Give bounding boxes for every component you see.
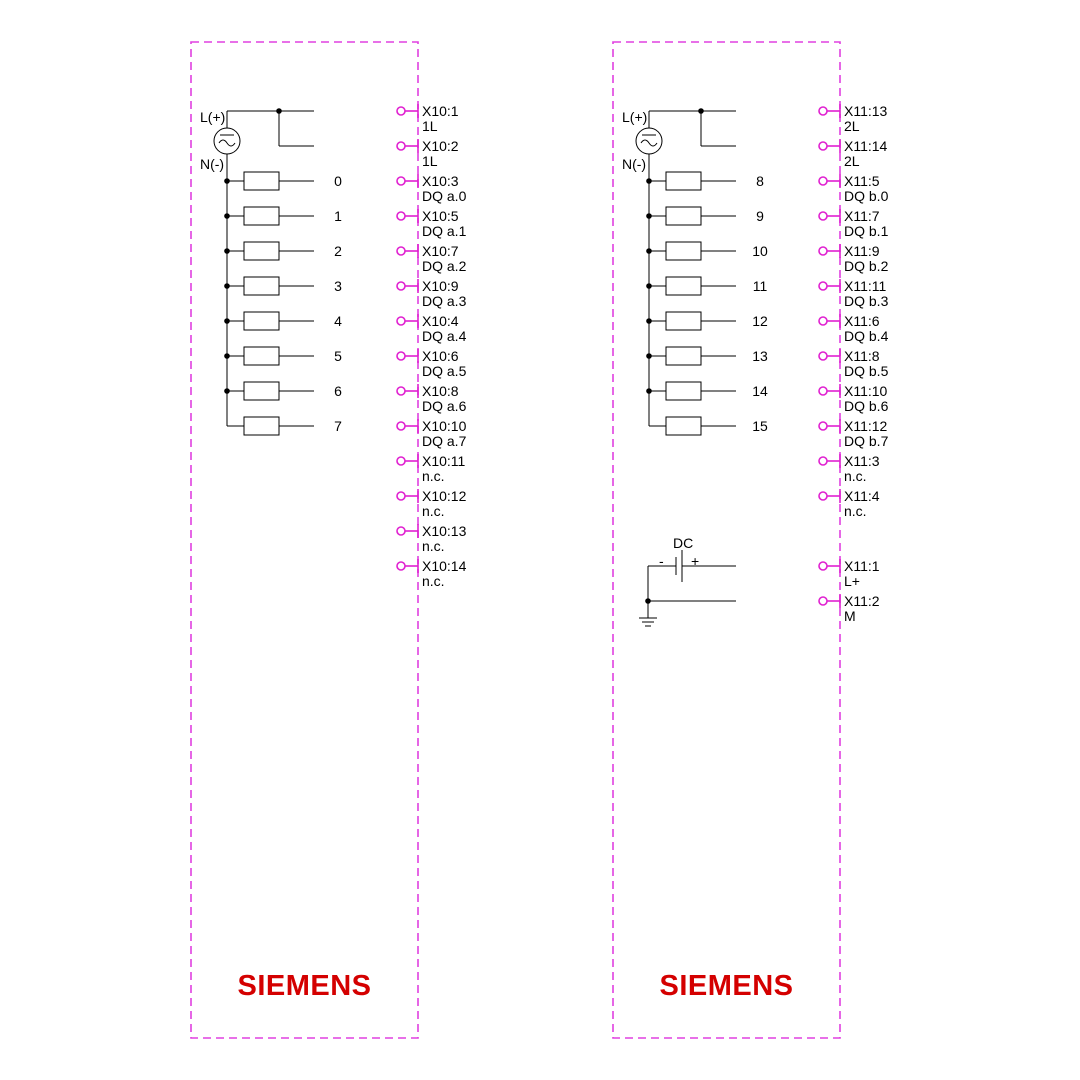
terminal-id: X11:13 — [844, 103, 888, 119]
terminal-id: X10:10 — [422, 418, 467, 434]
terminal-id: X11:12 — [844, 418, 888, 434]
terminal-signal: n.c. — [844, 503, 867, 519]
channel-number: 6 — [334, 383, 342, 399]
terminal-signal: DQ a.3 — [422, 293, 467, 309]
output-channel — [224, 207, 342, 225]
terminal-signal: DQ a.5 — [422, 363, 467, 379]
terminal-connector — [819, 387, 827, 395]
terminal — [397, 523, 467, 554]
terminal-id: X10:8 — [422, 383, 459, 399]
terminal-connector — [819, 422, 827, 430]
channel-number: 11 — [752, 278, 768, 294]
terminal-signal: DQ a.0 — [422, 188, 467, 204]
terminal-connector — [397, 352, 405, 360]
channel-number: 12 — [752, 313, 768, 329]
terminal-id: X10:11 — [422, 453, 466, 469]
terminal-signal: DQ a.4 — [422, 328, 467, 344]
ac-source-icon — [214, 128, 240, 154]
terminal-connector — [397, 317, 405, 325]
terminal-connector — [397, 282, 405, 290]
output-channel — [646, 312, 768, 330]
terminal-id: X10:1 — [422, 103, 459, 119]
terminal-connector — [397, 492, 405, 500]
output-channel — [646, 382, 768, 400]
terminal-id: X11:6 — [844, 313, 880, 329]
terminal-id: X10:4 — [422, 313, 459, 329]
terminal — [397, 418, 467, 449]
terminal — [819, 138, 888, 169]
dc-supply — [639, 535, 736, 626]
terminal-signal: DQ b.4 — [844, 328, 889, 344]
terminal — [397, 103, 459, 134]
terminal-signal: DQ a.2 — [422, 258, 467, 274]
terminal-connector — [819, 597, 827, 605]
load-resistor — [666, 207, 701, 225]
load-resistor — [244, 382, 279, 400]
terminal-id: X11:1 — [844, 558, 880, 574]
dc-label: DC — [673, 535, 694, 551]
terminal-id: X10:2 — [422, 138, 459, 154]
terminal — [819, 383, 889, 414]
terminal-connector — [819, 212, 827, 220]
load-resistor — [244, 312, 279, 330]
terminal-connector — [819, 562, 827, 570]
output-channel — [224, 242, 342, 260]
siemens-logo: SIEMENS — [659, 970, 794, 1002]
load-resistor — [666, 382, 701, 400]
channel-number: 0 — [334, 173, 342, 189]
terminal-connector — [397, 457, 405, 465]
channel-number: 4 — [334, 313, 342, 329]
terminal-connector — [397, 107, 405, 115]
terminal-signal: DQ b.5 — [844, 363, 889, 379]
terminal-connector — [819, 142, 827, 150]
terminal-id: X10:7 — [422, 243, 459, 259]
channel-number: 8 — [756, 173, 764, 189]
terminal — [819, 208, 889, 239]
load-resistor — [244, 242, 279, 260]
terminal-signal: L+ — [844, 573, 860, 589]
l-plus-label: L(+) — [200, 109, 226, 125]
terminal-connector — [397, 422, 405, 430]
terminal-id: X10:9 — [422, 278, 459, 294]
load-resistor — [244, 277, 279, 295]
output-channel — [646, 277, 767, 295]
terminal — [397, 278, 467, 309]
terminal — [819, 558, 880, 589]
terminal — [819, 278, 889, 309]
terminal-id: X10:12 — [422, 488, 467, 504]
terminal — [397, 348, 467, 379]
terminal-connector — [397, 212, 405, 220]
terminal-signal: M — [844, 608, 856, 624]
terminal-signal: DQ a.1 — [422, 223, 467, 239]
terminal — [819, 103, 888, 134]
terminal-signal: n.c. — [422, 468, 445, 484]
load-resistor — [666, 417, 701, 435]
ac-source-icon — [636, 128, 662, 154]
output-channel — [649, 417, 768, 435]
dc-minus-label: - — [659, 553, 664, 569]
channel-number: 15 — [752, 418, 768, 434]
terminal-id: X11:4 — [844, 488, 880, 504]
terminal — [397, 138, 459, 169]
terminal-signal: DQ b.6 — [844, 398, 889, 414]
terminal-signal: DQ a.7 — [422, 433, 467, 449]
terminal-connector — [819, 177, 827, 185]
output-channel — [224, 347, 342, 365]
channel-number: 1 — [334, 208, 342, 224]
terminal-id: X10:3 — [422, 173, 459, 189]
terminal — [397, 453, 466, 484]
terminal-id: X10:14 — [422, 558, 467, 574]
output-channel — [224, 312, 342, 330]
terminal-signal: DQ b.0 — [844, 188, 889, 204]
terminal-connector — [819, 317, 827, 325]
load-resistor — [244, 347, 279, 365]
load-resistor — [666, 347, 701, 365]
terminal — [819, 348, 889, 379]
output-channel — [646, 347, 768, 365]
terminal-id: X11:14 — [844, 138, 888, 154]
channel-number: 2 — [334, 243, 342, 259]
channel-number: 10 — [752, 243, 768, 259]
terminal — [819, 243, 889, 274]
output-channel — [646, 207, 764, 225]
terminal-connector — [397, 177, 405, 185]
terminal-id: X11:8 — [844, 348, 880, 364]
terminal-id: X11:5 — [844, 173, 880, 189]
terminal-signal: DQ b.1 — [844, 223, 889, 239]
module-frame — [191, 42, 418, 1038]
load-resistor — [244, 417, 279, 435]
n-minus-label: N(-) — [622, 156, 647, 172]
terminal-signal: n.c. — [422, 538, 445, 554]
terminal-connector — [397, 527, 405, 535]
terminal-id: X10:6 — [422, 348, 459, 364]
ground-icon — [639, 618, 657, 626]
terminal-connector — [819, 352, 827, 360]
load-resistor — [666, 277, 701, 295]
terminal-id: X11:7 — [844, 208, 880, 224]
terminal — [397, 558, 467, 589]
terminal — [819, 593, 880, 624]
terminal-id: X11:10 — [844, 383, 888, 399]
terminal — [819, 313, 889, 344]
terminal-signal: 2L — [844, 153, 860, 169]
channel-number: 5 — [334, 348, 342, 364]
terminal — [397, 383, 467, 414]
terminal-signal: 1L — [422, 118, 438, 134]
terminal-signal: 1L — [422, 153, 438, 169]
terminal-id: X10:13 — [422, 523, 467, 539]
terminal-connector — [397, 387, 405, 395]
terminal-connector — [819, 247, 827, 255]
terminal — [397, 243, 467, 274]
load-resistor — [666, 172, 701, 190]
module-2 — [613, 42, 889, 1038]
output-channel — [646, 242, 768, 260]
load-resistor — [666, 242, 701, 260]
module-frame — [613, 42, 840, 1038]
load-resistor — [666, 312, 701, 330]
terminal-id: X11:3 — [844, 453, 880, 469]
n-minus-label: N(-) — [200, 156, 225, 172]
terminal — [397, 208, 467, 239]
terminal-connector — [397, 562, 405, 570]
terminal — [819, 418, 889, 449]
terminal — [819, 488, 880, 519]
terminal-connector — [397, 247, 405, 255]
terminal — [397, 173, 467, 204]
terminal-connector — [819, 107, 827, 115]
output-channel — [646, 172, 764, 190]
terminal — [397, 313, 467, 344]
terminal-id: X11:11 — [844, 278, 887, 294]
terminal-signal: n.c. — [422, 573, 445, 589]
terminal-id: X11:2 — [844, 593, 880, 609]
channel-number: 13 — [752, 348, 768, 364]
terminal-connector — [819, 492, 827, 500]
terminal-signal: n.c. — [422, 503, 445, 519]
channel-number: 9 — [756, 208, 764, 224]
terminal — [397, 488, 467, 519]
terminal-connector — [397, 142, 405, 150]
dc-plus-label: + — [691, 553, 700, 569]
load-resistor — [244, 207, 279, 225]
terminal-signal: DQ a.6 — [422, 398, 467, 414]
output-channel — [224, 172, 342, 190]
terminal-connector — [819, 282, 827, 290]
terminal-connector — [819, 457, 827, 465]
terminal-signal: DQ b.2 — [844, 258, 889, 274]
l-plus-label: L(+) — [622, 109, 648, 125]
terminal-signal: 2L — [844, 118, 860, 134]
channel-number: 7 — [334, 418, 342, 434]
terminal-signal: DQ b.3 — [844, 293, 889, 309]
output-channel — [227, 417, 342, 435]
module-1 — [191, 42, 467, 1038]
terminal-signal: n.c. — [844, 468, 867, 484]
channel-number: 14 — [752, 383, 768, 399]
output-channel — [224, 382, 342, 400]
terminal-id: X10:5 — [422, 208, 459, 224]
terminal-id: X11:9 — [844, 243, 880, 259]
terminal — [819, 173, 889, 204]
siemens-logo: SIEMENS — [237, 970, 372, 1002]
channel-number: 3 — [334, 278, 342, 294]
terminal — [819, 453, 880, 484]
output-channel — [224, 277, 342, 295]
load-resistor — [244, 172, 279, 190]
terminal-signal: DQ b.7 — [844, 433, 889, 449]
